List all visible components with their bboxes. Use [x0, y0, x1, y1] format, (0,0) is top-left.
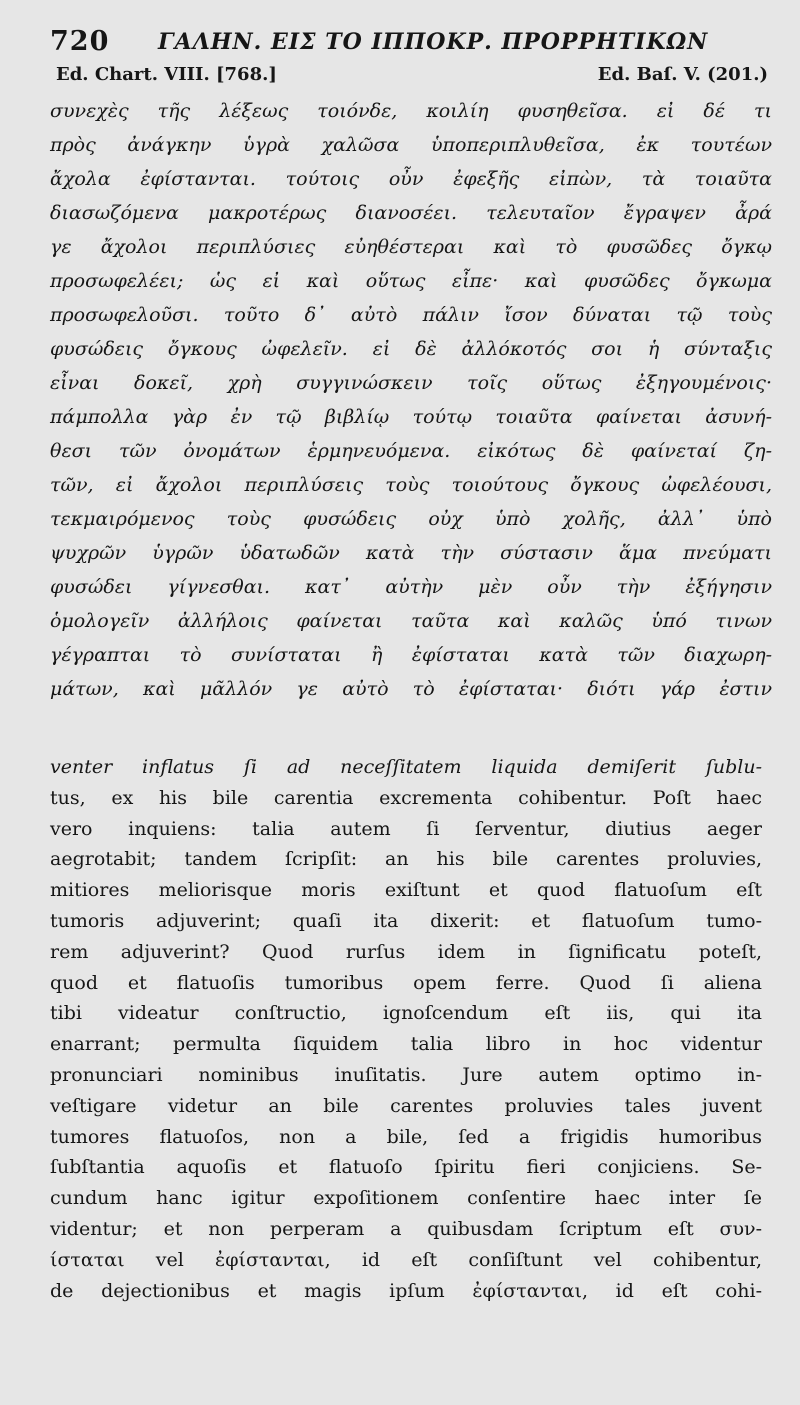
latin-line: venter inflatus ſi ad neceſſitatem liquida demiſerit ſublu-: [50, 756, 762, 778]
edition-reference-line: [56, 64, 768, 92]
latin-line: enarrant; permulta ſiquidem talia libro in hoc videntur: [50, 1033, 762, 1056]
latin-line: cundum hanc igitur expoſitionem conſentire haec inter ſe: [50, 1187, 762, 1210]
latin-line: vero inquiens: talia autem ſi ſerventur, diutius aeger: [50, 817, 762, 840]
greek-text-block: [50, 94, 772, 706]
latin-line: tumores flatuoſos, non a bile, ſed a frigidis humoribus: [50, 1125, 762, 1148]
page-header: [50, 26, 765, 62]
latin-line: ſubſtantia aquoſis et flatuoſo ſpiritu fieri conjiciens. Se-: [50, 1156, 762, 1179]
greek-line: φυσώδεις ὄγκους ὠφελεῖν. εἰ δὲ ἀλλόκοτός σοι ἡ σύνταξις: [50, 338, 772, 360]
latin-line: veſtigare videtur an bile carentes proluvies tales juvent: [50, 1094, 762, 1117]
latin-line: tibi videatur conſtructio, ignoſcendum eſt iis, qui ita: [50, 1002, 762, 1025]
latin-line: rem adjuverint? Quod rurſus idem in ſignificatu poteſt,: [50, 940, 762, 963]
latin-line: mitiores meliorisque moris exiſtunt et quod flatuoſum eſt: [50, 879, 762, 902]
running-title: ΓΑΛΗΝ. ΕΙΣ ΤΟ ΙΠΠΟΚΡ. ΠΡΟΡΡΗΤΙΚΩΝ: [158, 29, 709, 55]
greek-line: πάμπολλα γὰρ ἐν τῷ βιβλίῳ τούτῳ τοιαῦτα φαίνεται ἀσυνή-: [50, 406, 772, 428]
greek-line: ψυχρῶν ὑγρῶν ὑδατωδῶν κατὰ τὴν σύστασιν ἅμα πνεύματι: [50, 542, 772, 564]
greek-line: εἶναι δοκεῖ, χρὴ συγγινώσκειν τοῖς οὕτως ἐξηγουμένοις·: [50, 372, 772, 394]
latin-line: videntur; et non perperam a quibusdam ſcriptum eſt συν-: [50, 1217, 762, 1240]
greek-line: μάτων, καὶ μᾶλλόν γε αὐτὸ τὸ ἐφίσταται· διότι γάρ ἐστιν: [50, 678, 772, 700]
latin-translation-block: [50, 752, 762, 1306]
greek-line: γέγραπται τὸ συνίσταται ἢ ἐφίσταται κατὰ τῶν διαχωρη-: [50, 644, 772, 666]
greek-line: προσωφελέει; ὡς εἰ καὶ οὕτως εἶπε· καὶ φυσῶδες ὄγκωμα: [50, 270, 772, 292]
page-number: 720: [50, 26, 110, 57]
latin-line: pronunciari nominibus inuſitatis. Jure autem optimo in-: [50, 1063, 762, 1086]
latin-line: ίσταται vel ἐφίστανται, id eſt conſiſtunt vel cohibentur,: [50, 1248, 762, 1271]
chartier-edition-reference: Ed. Chart. VIII. [768.]: [56, 64, 277, 85]
greek-line: ἄχολα ἐφίστανται. τούτοις οὖν ἐφεξῆς εἰπὼν, τὰ τοιαῦτα: [50, 168, 772, 190]
latin-line: tus, ex his bile carentia excrementa cohibentur. Poſt haec: [50, 786, 762, 809]
greek-line: ὁμολογεῖν ἀλλήλοις φαίνεται ταῦτα καὶ καλῶς ὑπό τινων: [50, 610, 772, 632]
latin-line: quod et flatuoſis tumoribus opem ferre. Quod ſi aliena: [50, 971, 762, 994]
greek-line: γε ἄχολοι περιπλύσιες εὐηθέστεραι καὶ τὸ φυσῶδες ὄγκῳ: [50, 236, 772, 258]
greek-line: προσωφελοῦσι. τοῦτο δ᾽ αὐτὸ πάλιν ἴσον δύναται τῷ τοὺς: [50, 304, 772, 326]
greek-line: συνεχὲς τῆς λέξεως τοιόνδε, κοιλίη φυσηθεῖσα. εἰ δέ τι: [50, 100, 772, 122]
greek-line: τεκμαιρόμενος τοὺς φυσώδεις οὐχ ὑπὸ χολῆς, ἀλλ᾽ ὑπὸ: [50, 508, 772, 530]
latin-line: de dejectionibus et magis ipſum ἐφίστανται, id eſt cohi-: [50, 1279, 762, 1302]
greek-line: διασωζόμενα μακροτέρως διανοσέει. τελευταῖον ἔγραψεν ἆρά: [50, 202, 772, 224]
latin-line: aegrotabit; tandem ſcripſit: an his bile carentes proluvies,: [50, 848, 762, 871]
greek-line: πρὸς ἀνάγκην ὑγρὰ χαλῶσα ὑποπεριπλυθεῖσα, ἐκ τουτέων: [50, 134, 772, 156]
latin-line: tumoris adjuverint; quaſi ita dixerit: et flatuoſum tumo-: [50, 909, 762, 932]
greek-line: θεσι τῶν ὀνομάτων ἑρμηνευόμενα. εἰκότως δὲ φαίνεταί ζη-: [50, 440, 772, 462]
greek-line: τῶν, εἰ ἄχολοι περιπλύσεις τοὺς τοιούτους ὄγκους ὠφελέουσι,: [50, 474, 772, 496]
greek-line: φυσώδει γίγνεσθαι. κατ᾽ αὐτὴν μὲν οὖν τὴν ἐξήγησιν: [50, 576, 772, 598]
basel-edition-reference: Ed. Baſ. V. (201.): [597, 64, 768, 85]
